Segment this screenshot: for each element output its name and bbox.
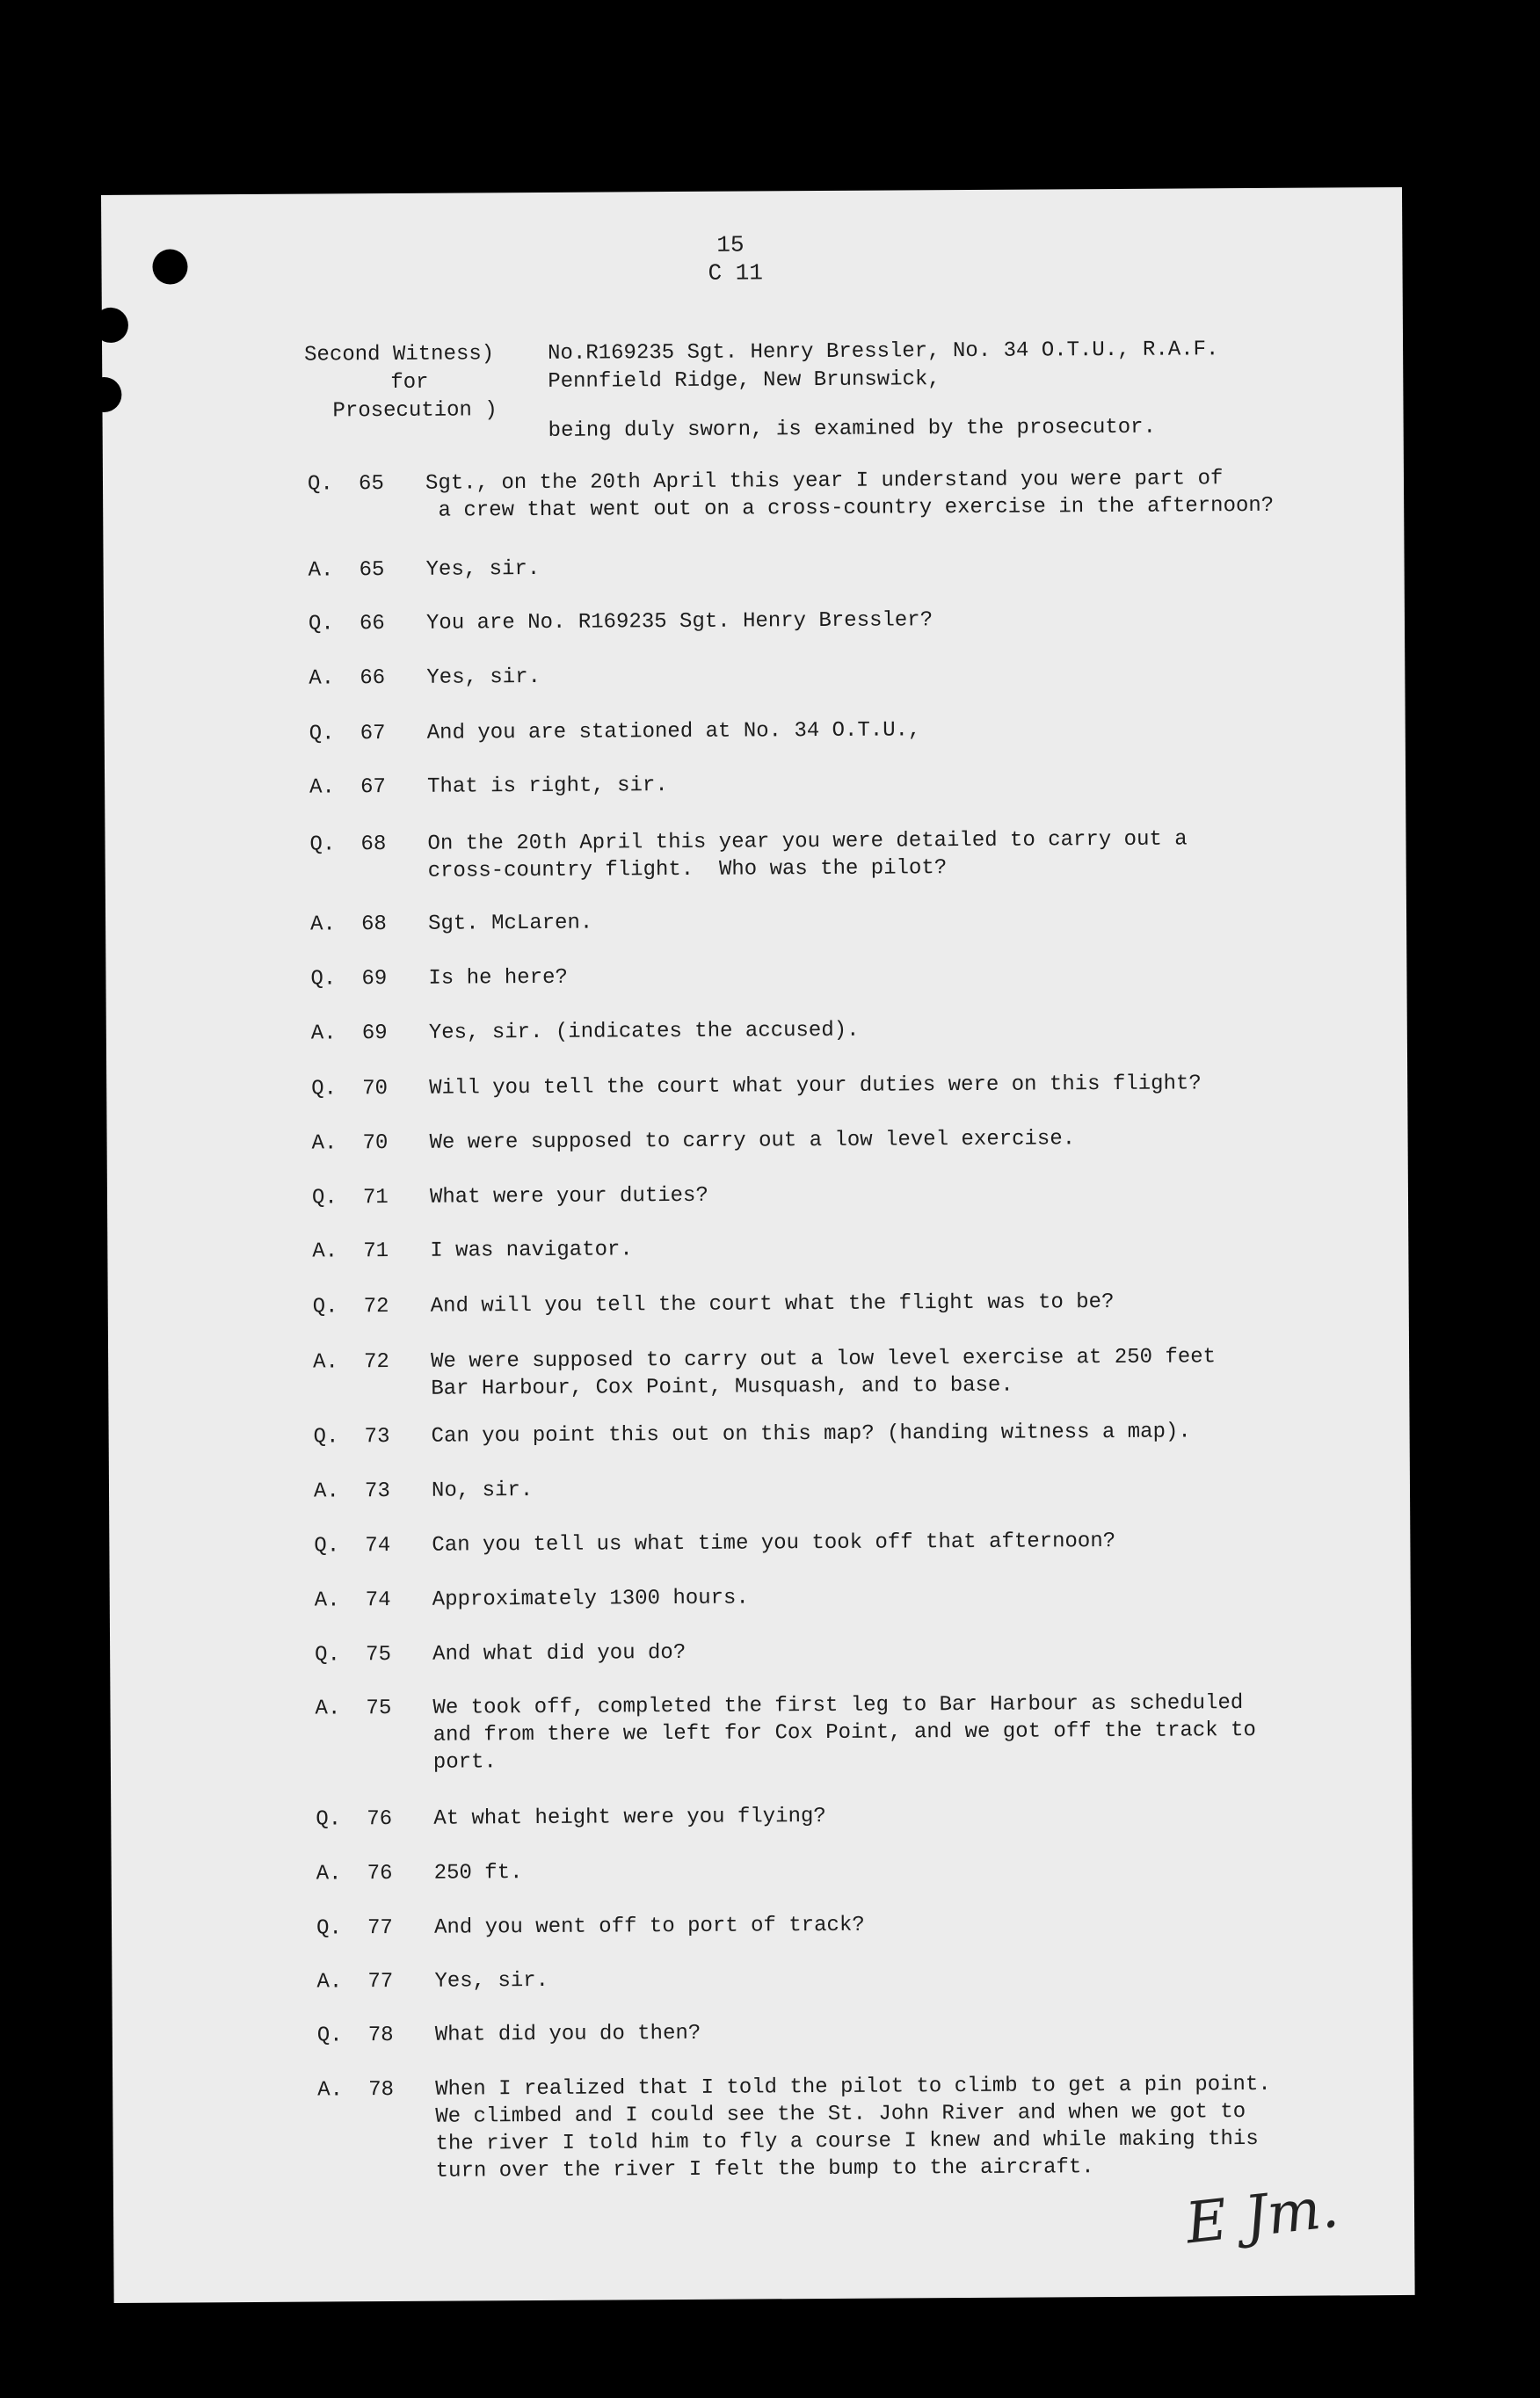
qa-tag: Q.: [316, 1807, 342, 1832]
qa-number: 74: [365, 1588, 391, 1613]
question-row: [316, 1908, 1398, 1941]
qa-number: 73: [364, 1425, 390, 1450]
answer-row: [316, 1962, 1398, 1995]
qa-number: 69: [361, 1021, 388, 1046]
qa-tag: Q.: [308, 612, 334, 636]
qa-tag: Q.: [311, 1077, 338, 1101]
qa-number: 78: [368, 2078, 395, 2103]
qa-number: 65: [359, 558, 385, 583]
qa-tag: Q.: [311, 1186, 338, 1210]
qa-tag: Q.: [309, 832, 336, 857]
qa-number: 75: [366, 1643, 392, 1668]
qa-transcript: [307, 464, 1389, 2184]
qa-text: I was navigator.: [430, 1238, 633, 1263]
qa-text: Yes, sir.: [434, 1968, 549, 1994]
question-row: [311, 1069, 1392, 1101]
qa-text: We were supposed to carry out a low level exercise.: [429, 1127, 1076, 1155]
qa-tag: A.: [309, 912, 336, 937]
punch-hole-bottom: [86, 377, 121, 412]
qa-tag: A.: [308, 558, 334, 583]
witness-label: [304, 340, 520, 425]
qa-tag: A.: [309, 666, 335, 691]
qa-number: 68: [360, 912, 387, 937]
question-row: [309, 714, 1391, 746]
question-row: [315, 1635, 1396, 1668]
qa-tag: A.: [315, 1697, 341, 1721]
qa-text: And will you tell the court what the flight was to be?: [430, 1290, 1115, 1319]
qa-text: On the 20th April this year you were detailed to carry out a cross-country flight. Who was the pilot?: [427, 827, 1188, 883]
qa-text: Can you tell us what time you took off that afternoon?: [432, 1529, 1116, 1558]
qa-number: 67: [360, 722, 386, 746]
qa-tag: Q.: [315, 1643, 341, 1668]
qa-number: 66: [359, 612, 385, 636]
answer-row: [313, 1472, 1395, 1504]
qa-text: That is right, sir.: [427, 774, 668, 799]
qa-text: Approximately 1300 hours.: [432, 1586, 749, 1612]
question-row: [311, 1178, 1393, 1210]
qa-text: And you went off to port of track?: [433, 1913, 865, 1940]
punch-hole-top: [152, 249, 187, 284]
qa-tag: Q.: [313, 1425, 339, 1450]
answer-row: [308, 550, 1390, 583]
qa-number: 70: [362, 1131, 389, 1156]
answer-row: [311, 1123, 1393, 1156]
qa-number: 67: [360, 775, 387, 800]
qa-number: 66: [360, 666, 386, 691]
qa-text: No, sir.: [431, 1479, 534, 1503]
qa-text: What were your duties?: [429, 1183, 708, 1210]
qa-number: 75: [366, 1697, 392, 1721]
answer-row: [310, 1014, 1392, 1046]
witness-identity: [548, 336, 1219, 396]
qa-tag: Q.: [316, 2024, 343, 2048]
question-row: [307, 464, 1389, 523]
qa-tag: A.: [310, 1021, 337, 1046]
sworn-statement: being duly sworn, is examined by the prosecutor.: [548, 415, 1157, 443]
qa-tag: A.: [316, 1862, 342, 1886]
question-row: [313, 1417, 1395, 1450]
qa-number: 73: [364, 1479, 390, 1504]
qa-number: 77: [367, 1970, 394, 1995]
answer-row: [312, 1232, 1393, 1264]
qa-number: 72: [363, 1295, 389, 1319]
qa-number: 78: [367, 2024, 394, 2048]
qa-tag: A.: [316, 1970, 343, 1995]
qa-tag: Q.: [309, 722, 335, 746]
qa-number: 68: [360, 832, 387, 857]
answer-row: [313, 1342, 1394, 1401]
qa-tag: A.: [317, 2078, 344, 2103]
qa-text: At what height were you flying?: [433, 1804, 826, 1831]
qa-text: When I realized that I told the pilot to climb to get a pin point. We climbed and I could see the St. John River and when we got to the river I told him to fly a course I knew and while making this turn over the river I felt the bump to the aircraft.: [435, 2072, 1271, 2184]
qa-text: Can you point this out on this map? (handing witness a map).: [431, 1420, 1191, 1449]
qa-tag: Q.: [312, 1295, 338, 1319]
question-row: [316, 1799, 1397, 1832]
qa-tag: A.: [311, 1131, 338, 1156]
section-code: C 11: [708, 259, 764, 287]
question-row: [308, 604, 1390, 636]
answer-row: [309, 658, 1390, 691]
qa-text: And you are stationed at No. 34 O.T.U.,: [426, 718, 921, 745]
page-number: 15: [716, 231, 745, 258]
qa-text: Sgt. McLaren.: [427, 911, 593, 936]
qa-tag: Q.: [310, 967, 337, 992]
qa-tag: Q.: [307, 472, 333, 497]
qa-text: You are No. R169235 Sgt. Henry Bressler?: [425, 608, 933, 636]
qa-text: Yes, sir.: [426, 665, 541, 690]
qa-number: 71: [363, 1239, 389, 1264]
question-row: [310, 959, 1391, 992]
question-row: [312, 1287, 1394, 1319]
qa-number: 74: [365, 1534, 391, 1559]
qa-number: 69: [361, 967, 388, 992]
qa-tag: A.: [309, 775, 336, 800]
qa-number: 70: [362, 1077, 389, 1101]
qa-number: 76: [367, 1807, 393, 1832]
answer-row: [309, 767, 1391, 800]
answer-row: [315, 1689, 1396, 1775]
witness-identity-line: Pennfield Ridge, New Brunswick,: [548, 367, 941, 394]
qa-text: Sgt., on the 20th April this year I understand you were part of a crew that went out on a cross-country exercise in the afternoon?: [425, 467, 1275, 523]
qa-number: 77: [367, 1916, 393, 1941]
handwritten-signature: E Jm.: [1182, 2175, 1342, 2257]
witness-label-line: Second Witness): [304, 342, 495, 367]
qa-number: 72: [364, 1350, 390, 1375]
qa-text: Will you tell the court what your duties were on this flight?: [429, 1072, 1202, 1101]
qa-text: We took off, completed the first leg to Bar Harbour as scheduled and from there we left for Cox Point, and we got off the track to port.: [432, 1691, 1256, 1775]
question-row: [314, 1526, 1395, 1559]
qa-tag: Q.: [314, 1534, 340, 1559]
qa-tag: A.: [312, 1239, 338, 1264]
answer-row: [309, 905, 1391, 937]
answer-row: [316, 1854, 1398, 1886]
qa-text: Yes, sir.: [425, 556, 541, 582]
qa-number: 71: [362, 1186, 389, 1210]
qa-text: And what did you do?: [432, 1640, 686, 1667]
document-page: [101, 187, 1415, 2303]
witness-label-line: Prosecution ): [332, 398, 498, 424]
witness-identity-line: No.R169235 Sgt. Henry Bressler, No. 34 O.T.U., R.A.F.: [548, 338, 1219, 366]
qa-text: Yes, sir. (indicates the accused).: [428, 1018, 860, 1045]
answer-row: [317, 2070, 1398, 2184]
qa-tag: A.: [313, 1479, 339, 1504]
question-row: [309, 825, 1391, 883]
qa-number: 76: [367, 1862, 393, 1886]
qa-text: What did you do then?: [434, 2021, 701, 2047]
qa-tag: A.: [314, 1588, 340, 1613]
qa-tag: Q.: [316, 1916, 342, 1941]
qa-text: We were supposed to carry out a low level exercise at 250 feet Bar Harbour, Cox Point, Musquash, and to base.: [431, 1345, 1217, 1401]
qa-text: 250 ft.: [433, 1861, 523, 1886]
qa-tag: A.: [313, 1350, 339, 1375]
answer-row: [314, 1580, 1396, 1613]
punch-hole-middle: [93, 308, 128, 343]
witness-label-line: for: [390, 370, 429, 395]
qa-number: 65: [358, 472, 384, 497]
qa-text: Is he here?: [428, 965, 568, 991]
question-row: [316, 2016, 1398, 2048]
